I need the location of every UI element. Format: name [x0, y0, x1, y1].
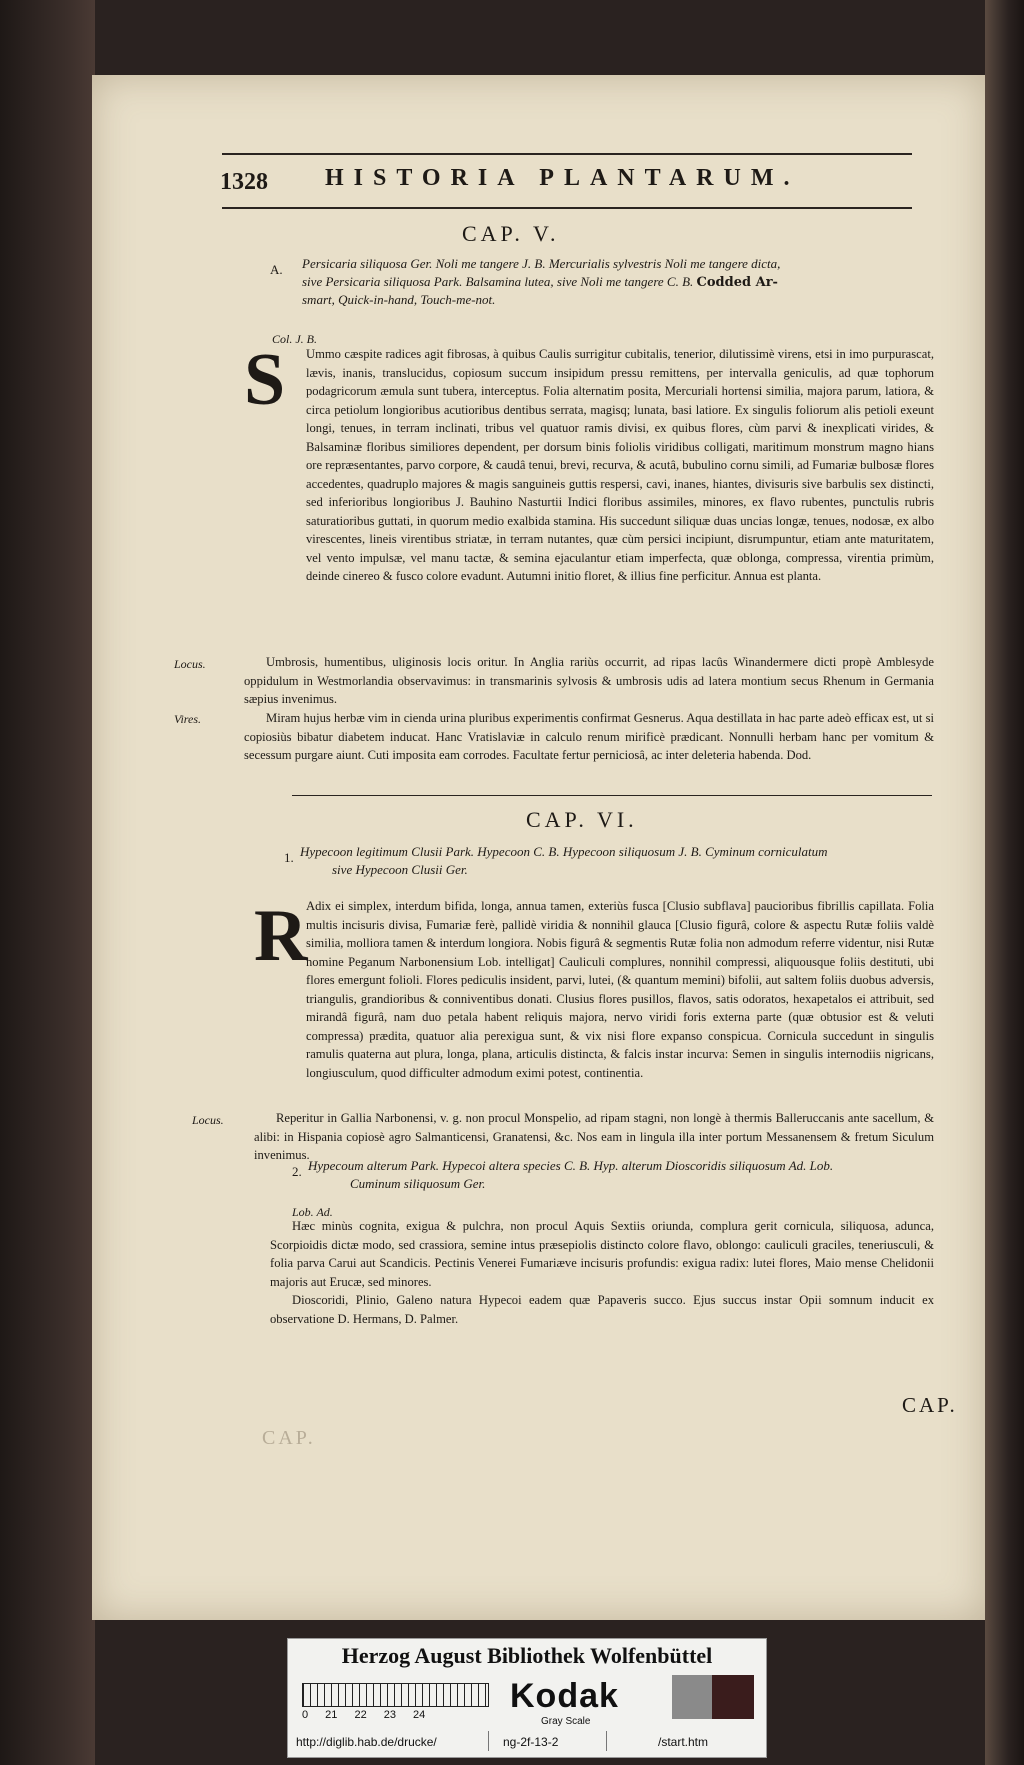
running-title: HISTORIA PLANTARUM. — [325, 165, 800, 191]
chapter-5-english-name-1: Codded Ar- — [696, 275, 778, 290]
book-page — [92, 75, 985, 1620]
chapter-5-body: Ummo cæspite radices agit fibrosas, à quibus Caulis surrigitur cubitalis, tenerior, dilutissimè virens, etsi in imo purpurascat, lævis, inanis, translucidus, copiosum succum insipidum pressu remittens, per intervalla geniculis, ad quæ tophorum podagricorum æmula sunt tubera, interceptus. Folia alternatim posita, Mercuriali hortensi similia, majora parum, latiora, & circa petiolum longioribus acutioribus dentibus serrata, magisq; lunata, basi latiore. Ex singulis foliorum alis petioli exeunt longi, tenues, in terram inclinati, tribus vel quatuor ramis divisi, ex quibus flores, cùm parvi & inexplicati virides, & Balsaminæ floribus similiores dependent, per dorsum binis foliolis viridibus colligati, maritimum monstrum magno hians ore repræsentantes, parvo corpore, & caudâ tenui, brevi, recurva, & acutâ, bubulino cornu simili, ad Fumariæ bulbosæ flores accedentes, quadruplo majores & magis sanguineis guttis respersi, cavi, inanes, hiantes, divisuris sive barbulis sex distincti, sed inferioribus longioribus J. Bauhino Nasturtii Indici floribus assimiles, minores, ex flavo rubentes, punctulis rubris saturatioribus guttati, in quorum medio exalbida stamina. His succedunt siliquæ duas uncias longæ, tenues, nodosæ, ex albo virescentes, lineis virentibus striatæ, in terram nutantes, quæ cùm persici incipiunt, disrumpuntur, etiam ante maturitatem, vel vento impulsæ, vel manu tactæ, & semina ejaculantur etiam imperfecta, quæ oblonga, compressa, virentia primùm, deinde cinereo & fusco colore evadunt. Autumni initio floret, & illius fine perficitur. Annua est planta. — [306, 347, 934, 583]
margin-locus-label-2: Locus. — [192, 1113, 224, 1127]
item-2-number: 2. — [292, 1164, 302, 1179]
item-1-description — [254, 897, 934, 1082]
url-part-1: http://diglib.hab.de/drucke/ — [296, 1735, 437, 1749]
page-number: 1328 — [220, 169, 268, 195]
library-name: Herzog August Bibliothek Wolfenbüttel — [341, 1643, 713, 1668]
header-bottom-rule — [222, 207, 912, 209]
measurement-ruler — [302, 1683, 489, 1707]
margin-locus-label: Locus. — [174, 657, 206, 671]
chapter-5-title: CAP. V. — [462, 221, 560, 246]
gray-patch — [672, 1675, 712, 1719]
chapter-5-locus: Umbrosis, humentibus, uliginosis locis oritur. In Anglia rariùs occurrit, ad ripas lacûs Winandermere dicti propè Amblesyde oppidulum in Westmorlandia observavimus: in transmarinis sylvosis & umbrosis udis ad latera montium secus Rhenum in Germania sæpius invenimus. — [244, 655, 934, 706]
url-part-3: /start.htm — [658, 1735, 709, 1749]
chapter-6-title: CAP. VI. — [526, 807, 638, 832]
item-1-locus: Reperitur in Gallia Narbonensi, v. g. non procul Monspelio, ad ripam stagni, non longè à thermis Balleruccanis ante sacellum, & alibi: in Hispania copiosè agro Salmanticensi, Granatensi, &c. Nos eam in lingula illa inter portum Messanensem & fretum Siculum invenimus. — [254, 1111, 934, 1162]
chapter-5-vires-block — [244, 709, 934, 765]
item-2-synonyms-2: Cuminum siliquosum Ger. — [350, 1176, 486, 1191]
url-divider-2 — [606, 1731, 607, 1751]
chapter-5-synonyms-1: Persicaria siliquosa Ger. Noli me tangere J. B. Mercurialis sylvestris Noli me tangere dicta, — [302, 256, 781, 271]
chapter-5-locus-block — [244, 653, 934, 709]
chapter-divider — [292, 795, 932, 796]
chapter-5-synonyms-2: sive Persicaria siliquosa Park. Balsamina lutea, sive Noli me tangere C. B. — [302, 274, 694, 289]
gray-scale-label: Gray Scale — [541, 1716, 591, 1727]
right-background — [985, 0, 1024, 1765]
item-1-synonyms-1: Hypecoon legitimum Clusii Park. Hypecoon C. B. Hypecoon siliquosum J. B. Cyminum corniculatum — [300, 844, 828, 859]
chapter-5-vires: Miram hujus herbæ vim in cienda urina pluribus experimentis confirmat Gesnerus. Aqua destillata in hac parte adeò efficax est, ut si copiosiùs bibatur diabetem inducat. Hanc Vratislaviæ in calculo renum mirificè prædicant. Nonnulli herbam hanc per vomitum & secessum purgare aiunt. Cuti imposita eam corrodes. Facultate fertur perniciosâ, ac inter deleteria habenda. Dod. — [244, 711, 934, 762]
margin-vires-label: Vires. — [174, 712, 201, 726]
item-2-vires: Dioscoridi, Plinio, Galeno natura Hypecoi eadem quæ Papaveris succo. Ejus succus instar Opii somnum inducit ex observatione D. Hermans, D. Palmer. — [270, 1293, 934, 1326]
chapter-5-letter: A. — [270, 262, 283, 277]
chapter-6-dropcap: R — [254, 895, 308, 977]
chapter-5-source: Col. J. B. — [272, 332, 317, 346]
item-2-description — [270, 1217, 934, 1328]
url-divider-1 — [488, 1731, 489, 1751]
item-2-source: Lob. Ad. — [292, 1205, 333, 1219]
chapter-5-english-name-2: smart, Quick-in-hand, Touch-me-not. — [302, 292, 496, 307]
chapter-5-dropcap: S — [244, 339, 286, 421]
item-1-number: 1. — [284, 850, 294, 865]
item-1-synonyms-2: sive Hypecoon Clusii Ger. — [332, 862, 468, 877]
dark-patch — [712, 1675, 754, 1719]
catchword: CAP. — [902, 1393, 958, 1417]
offset-show-through: CAP. — [262, 1427, 316, 1449]
item-1-body: Adix ei simplex, interdum bifida, longa, annua tamen, exteriùs fusca [Clusio subflava] paucioribus fibrillis capillata. Folia multis incisuris divisa, Fumariæ ferè, pallidè viridia & nonnihil glauca [Clusio figurâ, colore & aspectu Rutæ foliis valdè similia, molliora tamen & interdum longiora. Nobis figurâ & segmentis Rutæ folia non admodum referre videntur, nisi Rutæ nomine Peganum Narbonensium Lob. intelligat] Cauliculi complures, nonnihil compressi, aliquousque foliis destituti, ubi flores emergunt folioli. Flores pediculis insident, parvi, lutei, (& quantum memini) bifolii, aut saltem foliis duobus adversis, triangulis, grandioribus & conniventibus donati. Clusius flores pusillos, flavos, satis odoratos, hexapetalos ei attribuit, sed mirandâ figurâ, nam duo petala habent reliquis majora, nervo viridi foris externa parte (quæ obtusior est & veluti compressa) prædita, quatuor alia perexigua sunt, & vix nisi flore expanso conspicua. Cornicula succedunt in singulis ramulis quaterna aut plura, longa, plana, articulis distincta, & falcis instar incurva: Semen in singulis internodiis nigricans, longiusculum, quod difficulter admodum eximi potest, continentia. — [306, 899, 934, 1080]
item-2-synonyms-1: Hypecoum alterum Park. Hypecoi altera species C. B. Hyp. alterum Dioscoridis siliquosum Ad. Lob. — [308, 1158, 834, 1173]
url-part-2: ng-2f-13-2 — [503, 1735, 559, 1749]
kodak-logo: Kodak — [510, 1677, 619, 1715]
ruler-numbers: 0 21 22 23 24 — [302, 1709, 426, 1721]
item-2-body: Hæc minùs cognita, exigua & pulchra, non procul Aquis Sextiis oriunda, complura gerit cornicula, siliquosa, adunca, Scorpioidis dictæ modo, sed crassiora, semine intus præsepiolis distincto colore flavo, oblongo: cauliculi graciles, teneriusculi, & folia parva Carui aut Scandicis. Pectinis Venerei Fumariæve incisuris profundis: exigua radix: lutei flores, Maio mense Chelidonii majoris aut Erucæ, sed minores. — [270, 1219, 934, 1289]
archive-color-card — [287, 1638, 767, 1758]
header-top-rule — [222, 153, 912, 155]
left-background — [0, 0, 95, 1765]
